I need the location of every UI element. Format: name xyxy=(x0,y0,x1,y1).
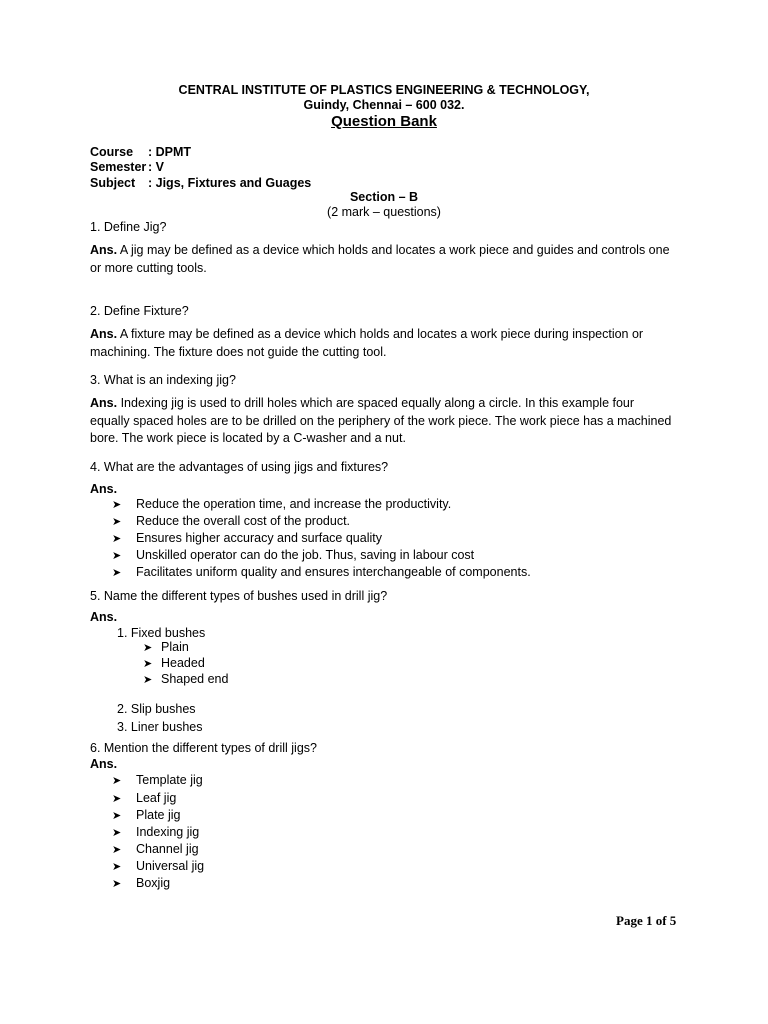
list-item-text: Reduce the operation time, and increase the productivity. xyxy=(136,497,452,511)
question-6: 6. Mention the different types of drill jigs? xyxy=(90,741,317,755)
list-item-text: Indexing jig xyxy=(136,825,200,839)
semester-value: : V xyxy=(148,160,164,174)
institute-name: CENTRAL INSTITUTE OF PLASTICS ENGINEERING & TECHNOLOGY, xyxy=(178,83,590,97)
arrow-bullet-icon: ➤ xyxy=(143,657,153,670)
answer-1-line: or more cutting tools. xyxy=(90,261,207,275)
list-item xyxy=(112,808,180,822)
page-title: Question Bank xyxy=(331,113,437,130)
answer-1-line xyxy=(90,242,690,260)
list-item-text: Reduce the overall cost of the product. xyxy=(136,514,351,528)
list-item-text: Headed xyxy=(161,656,205,670)
ans-label: Ans. xyxy=(90,243,118,257)
answer-3-text: Indexing jig is used to drill holes which are spaced equally along a circle. In this example four xyxy=(117,396,635,410)
arrow-bullet-icon: ➤ xyxy=(143,673,153,686)
arrow-bullet-icon: ➤ xyxy=(112,809,122,822)
arrow-bullet-icon: ➤ xyxy=(112,877,122,890)
answer-1-text: A jig may be defined as a device which holds and locates a work piece and guides and controls one xyxy=(117,243,670,257)
course-value: : DPMT xyxy=(148,145,192,159)
list-item xyxy=(112,531,382,545)
list-item xyxy=(112,548,474,562)
list-item xyxy=(143,640,189,654)
list-item-text: Ensures higher accuracy and surface quality xyxy=(136,531,382,545)
ans-label: Ans. xyxy=(90,396,118,410)
list-item-text: Universal jig xyxy=(136,859,205,873)
arrow-bullet-icon: ➤ xyxy=(143,641,153,654)
bush-type-liner: 3. Liner bushes xyxy=(117,720,203,734)
list-item xyxy=(112,497,451,511)
list-item-text: Boxjig xyxy=(136,876,171,890)
ans-label: Ans. xyxy=(90,327,118,341)
question-4: 4. What are the advantages of using jigs and fixtures? xyxy=(90,460,389,474)
arrow-bullet-icon: ➤ xyxy=(112,843,122,856)
list-item-text: Plate jig xyxy=(136,808,181,822)
question-3: 3. What is an indexing jig? xyxy=(90,373,236,387)
section-subtitle: (2 mark – questions) xyxy=(327,205,441,219)
arrow-bullet-icon: ➤ xyxy=(112,792,122,805)
section-title: Section – B xyxy=(349,190,419,204)
ans-label: Ans. xyxy=(90,610,118,624)
list-item xyxy=(143,656,205,670)
list-item xyxy=(112,825,199,839)
list-item xyxy=(112,842,199,856)
answer-3-line: bore. The work piece is located by a C-washer and a nut. xyxy=(90,431,406,445)
list-item-text: Shaped end xyxy=(161,672,229,686)
bush-type-fixed: 1. Fixed bushes xyxy=(117,626,206,640)
list-item-text: Channel jig xyxy=(136,842,199,856)
answer-2-text: A fixture may be defined as a device which holds and locates a work piece during inspection or xyxy=(117,327,644,341)
subject-value: : Jigs, Fixtures and Guages xyxy=(148,176,312,190)
answer-3-line: equally spaced holes are to be drilled on the periphery of the work piece. The work piece has a machined xyxy=(90,414,672,428)
arrow-bullet-icon: ➤ xyxy=(112,826,122,839)
list-item xyxy=(112,859,204,873)
arrow-bullet-icon: ➤ xyxy=(112,532,122,545)
list-item-text: Unskilled operator can do the job. Thus, saving in labour cost xyxy=(136,548,475,562)
bush-type-slip: 2. Slip bushes xyxy=(117,702,196,716)
answer-2-line xyxy=(90,326,690,344)
ans-label: Ans. xyxy=(90,757,118,771)
list-item xyxy=(112,565,531,579)
semester-label: Semester xyxy=(90,160,147,174)
arrow-bullet-icon: ➤ xyxy=(112,566,122,579)
list-item xyxy=(112,876,170,890)
arrow-bullet-icon: ➤ xyxy=(112,498,122,511)
course-label: Course xyxy=(90,145,134,159)
arrow-bullet-icon: ➤ xyxy=(112,549,122,562)
arrow-bullet-icon: ➤ xyxy=(112,515,122,528)
arrow-bullet-icon: ➤ xyxy=(112,774,122,787)
institute-address: Guindy, Chennai – 600 032. xyxy=(303,98,465,112)
list-item xyxy=(143,672,228,686)
page-number: Page 1 of 5 xyxy=(616,913,677,928)
question-1: 1. Define Jig? xyxy=(90,220,167,234)
list-item xyxy=(112,773,203,787)
ans-label: Ans. xyxy=(90,482,118,496)
answer-2-line: machining. The fixture does not guide the cutting tool. xyxy=(90,345,387,359)
question-5: 5. Name the different types of bushes used in drill jig? xyxy=(90,589,388,603)
answer-3-line xyxy=(90,395,690,413)
question-2: 2. Define Fixture? xyxy=(90,304,189,318)
list-item-text: Leaf jig xyxy=(136,791,177,805)
list-item xyxy=(112,514,350,528)
list-item-text: Plain xyxy=(161,640,189,654)
list-item-text: Template jig xyxy=(136,773,203,787)
list-item xyxy=(112,791,176,805)
list-item-text: Facilitates uniform quality and ensures interchangeable of components. xyxy=(136,565,531,579)
arrow-bullet-icon: ➤ xyxy=(112,860,122,873)
subject-label: Subject xyxy=(90,176,136,190)
